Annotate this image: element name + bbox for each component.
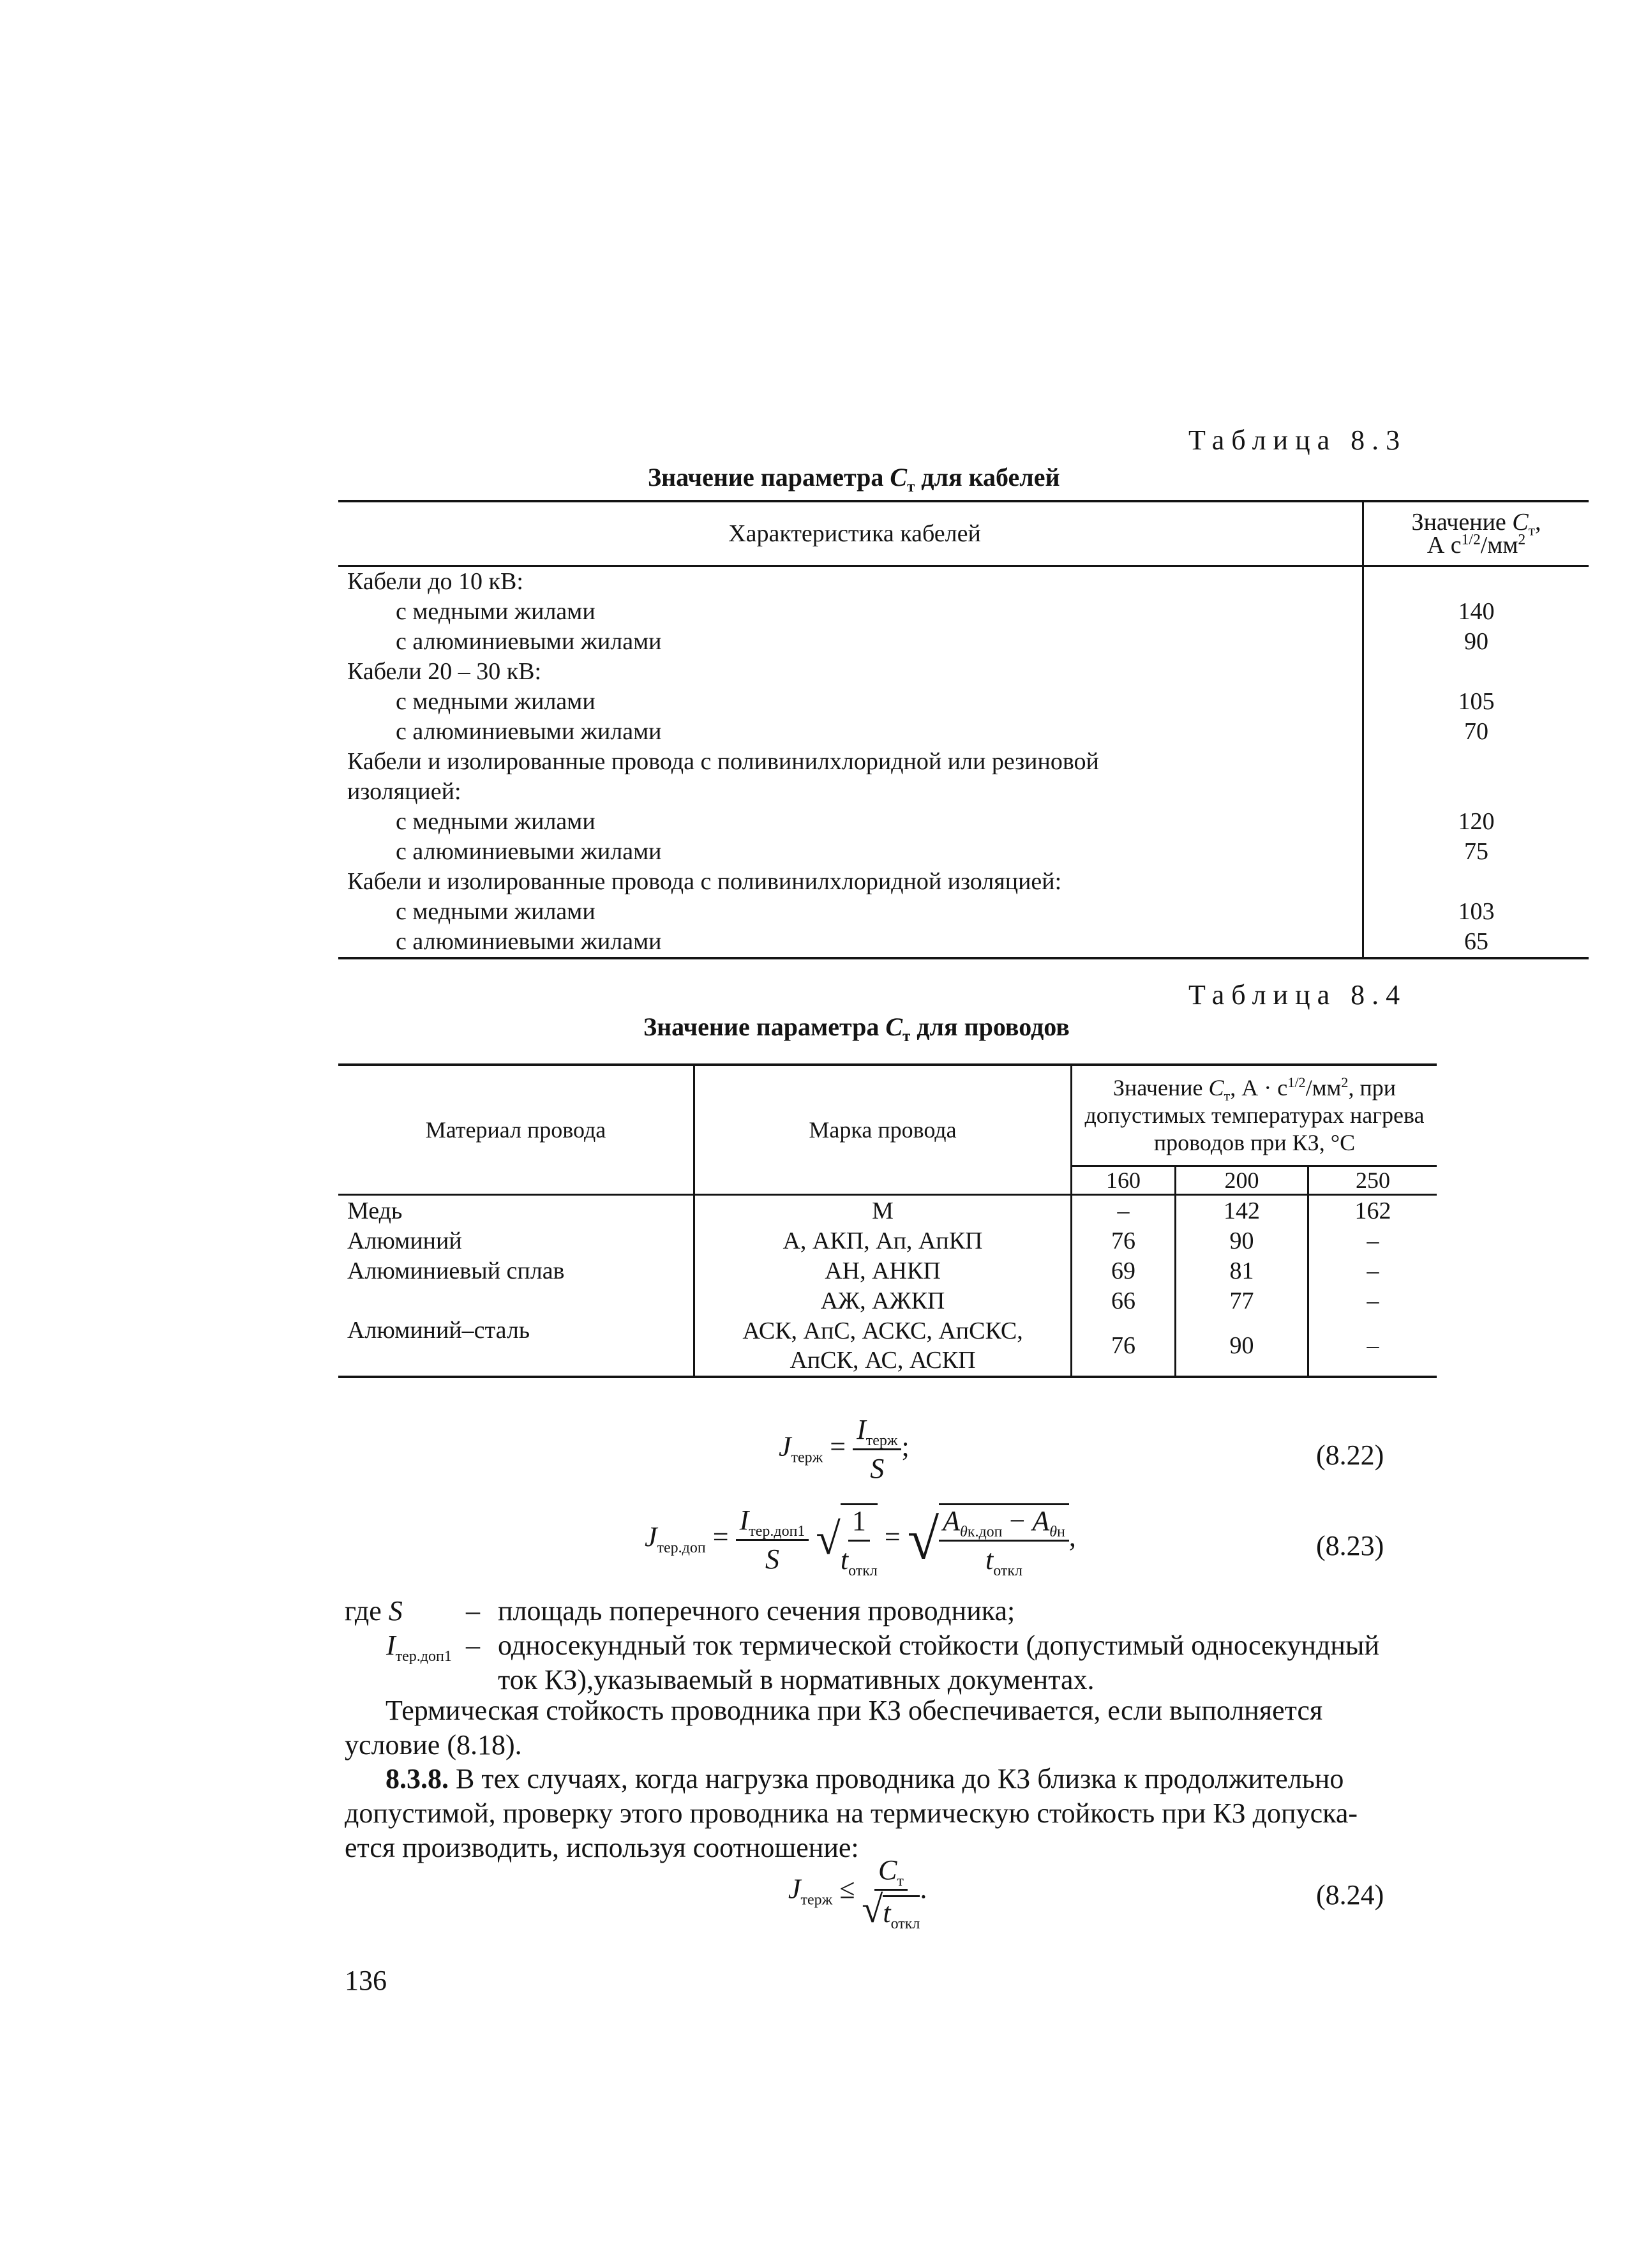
definition-S: где S – площадь поперечного сечения проводника; <box>345 1595 1015 1626</box>
table-row: Медь М – 142 162 <box>338 1195 1437 1226</box>
table-row: с медными жилами 105 <box>338 687 1589 717</box>
table-row: с алюминиевыми жилами 70 <box>338 717 1589 747</box>
table-8-3-number: Таблица 8.3 <box>1188 424 1407 456</box>
table-8-4-caption: Значение параметра $C_т$ для проводов <box>643 1012 1070 1045</box>
table-row: с медными жилами 120 <box>338 807 1589 837</box>
header-temp-250: 250 <box>1308 1166 1437 1195</box>
page-number: 136 <box>345 1965 387 1996</box>
equation-number-8-23: (8.23) <box>1316 1530 1384 1561</box>
table-row: Алюминий А, АКП, Ап, АпКП 76 90 – <box>338 1226 1437 1256</box>
table-8-3-caption: Значение параметра $C_т$ для кабелей <box>648 463 1060 495</box>
table-8-4-number: Таблица 8.4 <box>1188 979 1407 1010</box>
table-row: с медными жилами 140 <box>338 597 1589 627</box>
header-ct-value-temperatures: Значение $C_т$, $А \cdot с^{1/2}/мм^2$, при допустимых температурах нагрева проводов при КЗ, °С <box>1072 1065 1437 1166</box>
table-header-row <box>338 501 1589 566</box>
table-row: Кабели и изолированные провода с поливинилхлоридной или резиновой изоляцией: <box>338 747 1589 807</box>
header-temp-200: 200 <box>1176 1166 1308 1195</box>
sqrt-sign: √ <box>862 1888 883 1930</box>
table-8-3 <box>338 500 1589 959</box>
sqrt-sign: √ <box>816 1515 841 1564</box>
paragraph-8-3-8: 8.3.8. В тех случаях, когда нагрузка проводника до КЗ близка к продолжительно допустимой, проверку этого проводника на термическую стойкость при КЗ допуска- ется производить, используя соотношение: <box>345 1763 1358 1863</box>
table-row: Алюминий–сталь АСК, АпС, АСКС, АпСКС, АпСК, АС, АСКП 76 90 – <box>338 1316 1437 1377</box>
sqrt-sign: √ <box>907 1508 940 1572</box>
formula-8-24: $J_{терж}$ ≤ $\frac{C_т}{√t_{откл}}$ . <box>788 1854 927 1932</box>
table-row: с алюминиевыми жилами 75 <box>338 837 1589 867</box>
table-8-4 <box>338 1063 1437 1378</box>
table-row: с медными жилами 103 <box>338 897 1589 927</box>
header-brand: Марка провода <box>694 1065 1072 1195</box>
header-ct-value: Значение $C_т$, А $с^{1/2}/мм^2$ <box>1363 501 1589 566</box>
paragraph-thermal-stability: Термическая стойкость проводника при КЗ обеспечивается, если выполняется условие (8.18). <box>345 1695 1323 1761</box>
equation-number-8-24: (8.24) <box>1316 1879 1384 1911</box>
header-temp-160: 160 <box>1072 1166 1176 1195</box>
equation-number-8-22: (8.22) <box>1316 1439 1384 1471</box>
table-header-row <box>338 1065 1437 1166</box>
table-row: Кабели до 10 кВ: <box>338 566 1589 597</box>
table-row: АЖ, АЖКП 66 77 – <box>338 1286 1437 1316</box>
table-row: с алюминиевыми жилами 90 <box>338 627 1589 657</box>
formula-8-22: $J_{терж}$ = $\frac{I_{терж}}{S}$ ; <box>779 1414 910 1484</box>
table-row: с алюминиевыми жилами 65 <box>338 927 1589 958</box>
table-row: Алюминиевый сплав АН, АНКП 69 81 – <box>338 1256 1437 1286</box>
definition-I: $I_{тер.доп1}$ – односекундный ток термической стойкости (допустимый односекундный ток КЗ),указываемый в нормативных документах. <box>386 1630 1379 1695</box>
table-row: Кабели и изолированные провода с поливинилхлоридной изоляцией: <box>338 867 1589 897</box>
formula-8-23: $J_{тер.доп}$ = $\frac{I_{тер.доп1}}{S}$ √ $\frac{1}{t_{откл}}$ = √ $\frac{A_{\theta к.доп} - A_{\theta н}}{t_{откл}}$ , <box>645 1504 1076 1579</box>
table-row: Кабели 20 – 30 кВ: <box>338 657 1589 687</box>
header-cable-characteristic: Характеристика кабелей <box>338 501 1363 566</box>
header-material: Материал провода <box>338 1065 694 1195</box>
